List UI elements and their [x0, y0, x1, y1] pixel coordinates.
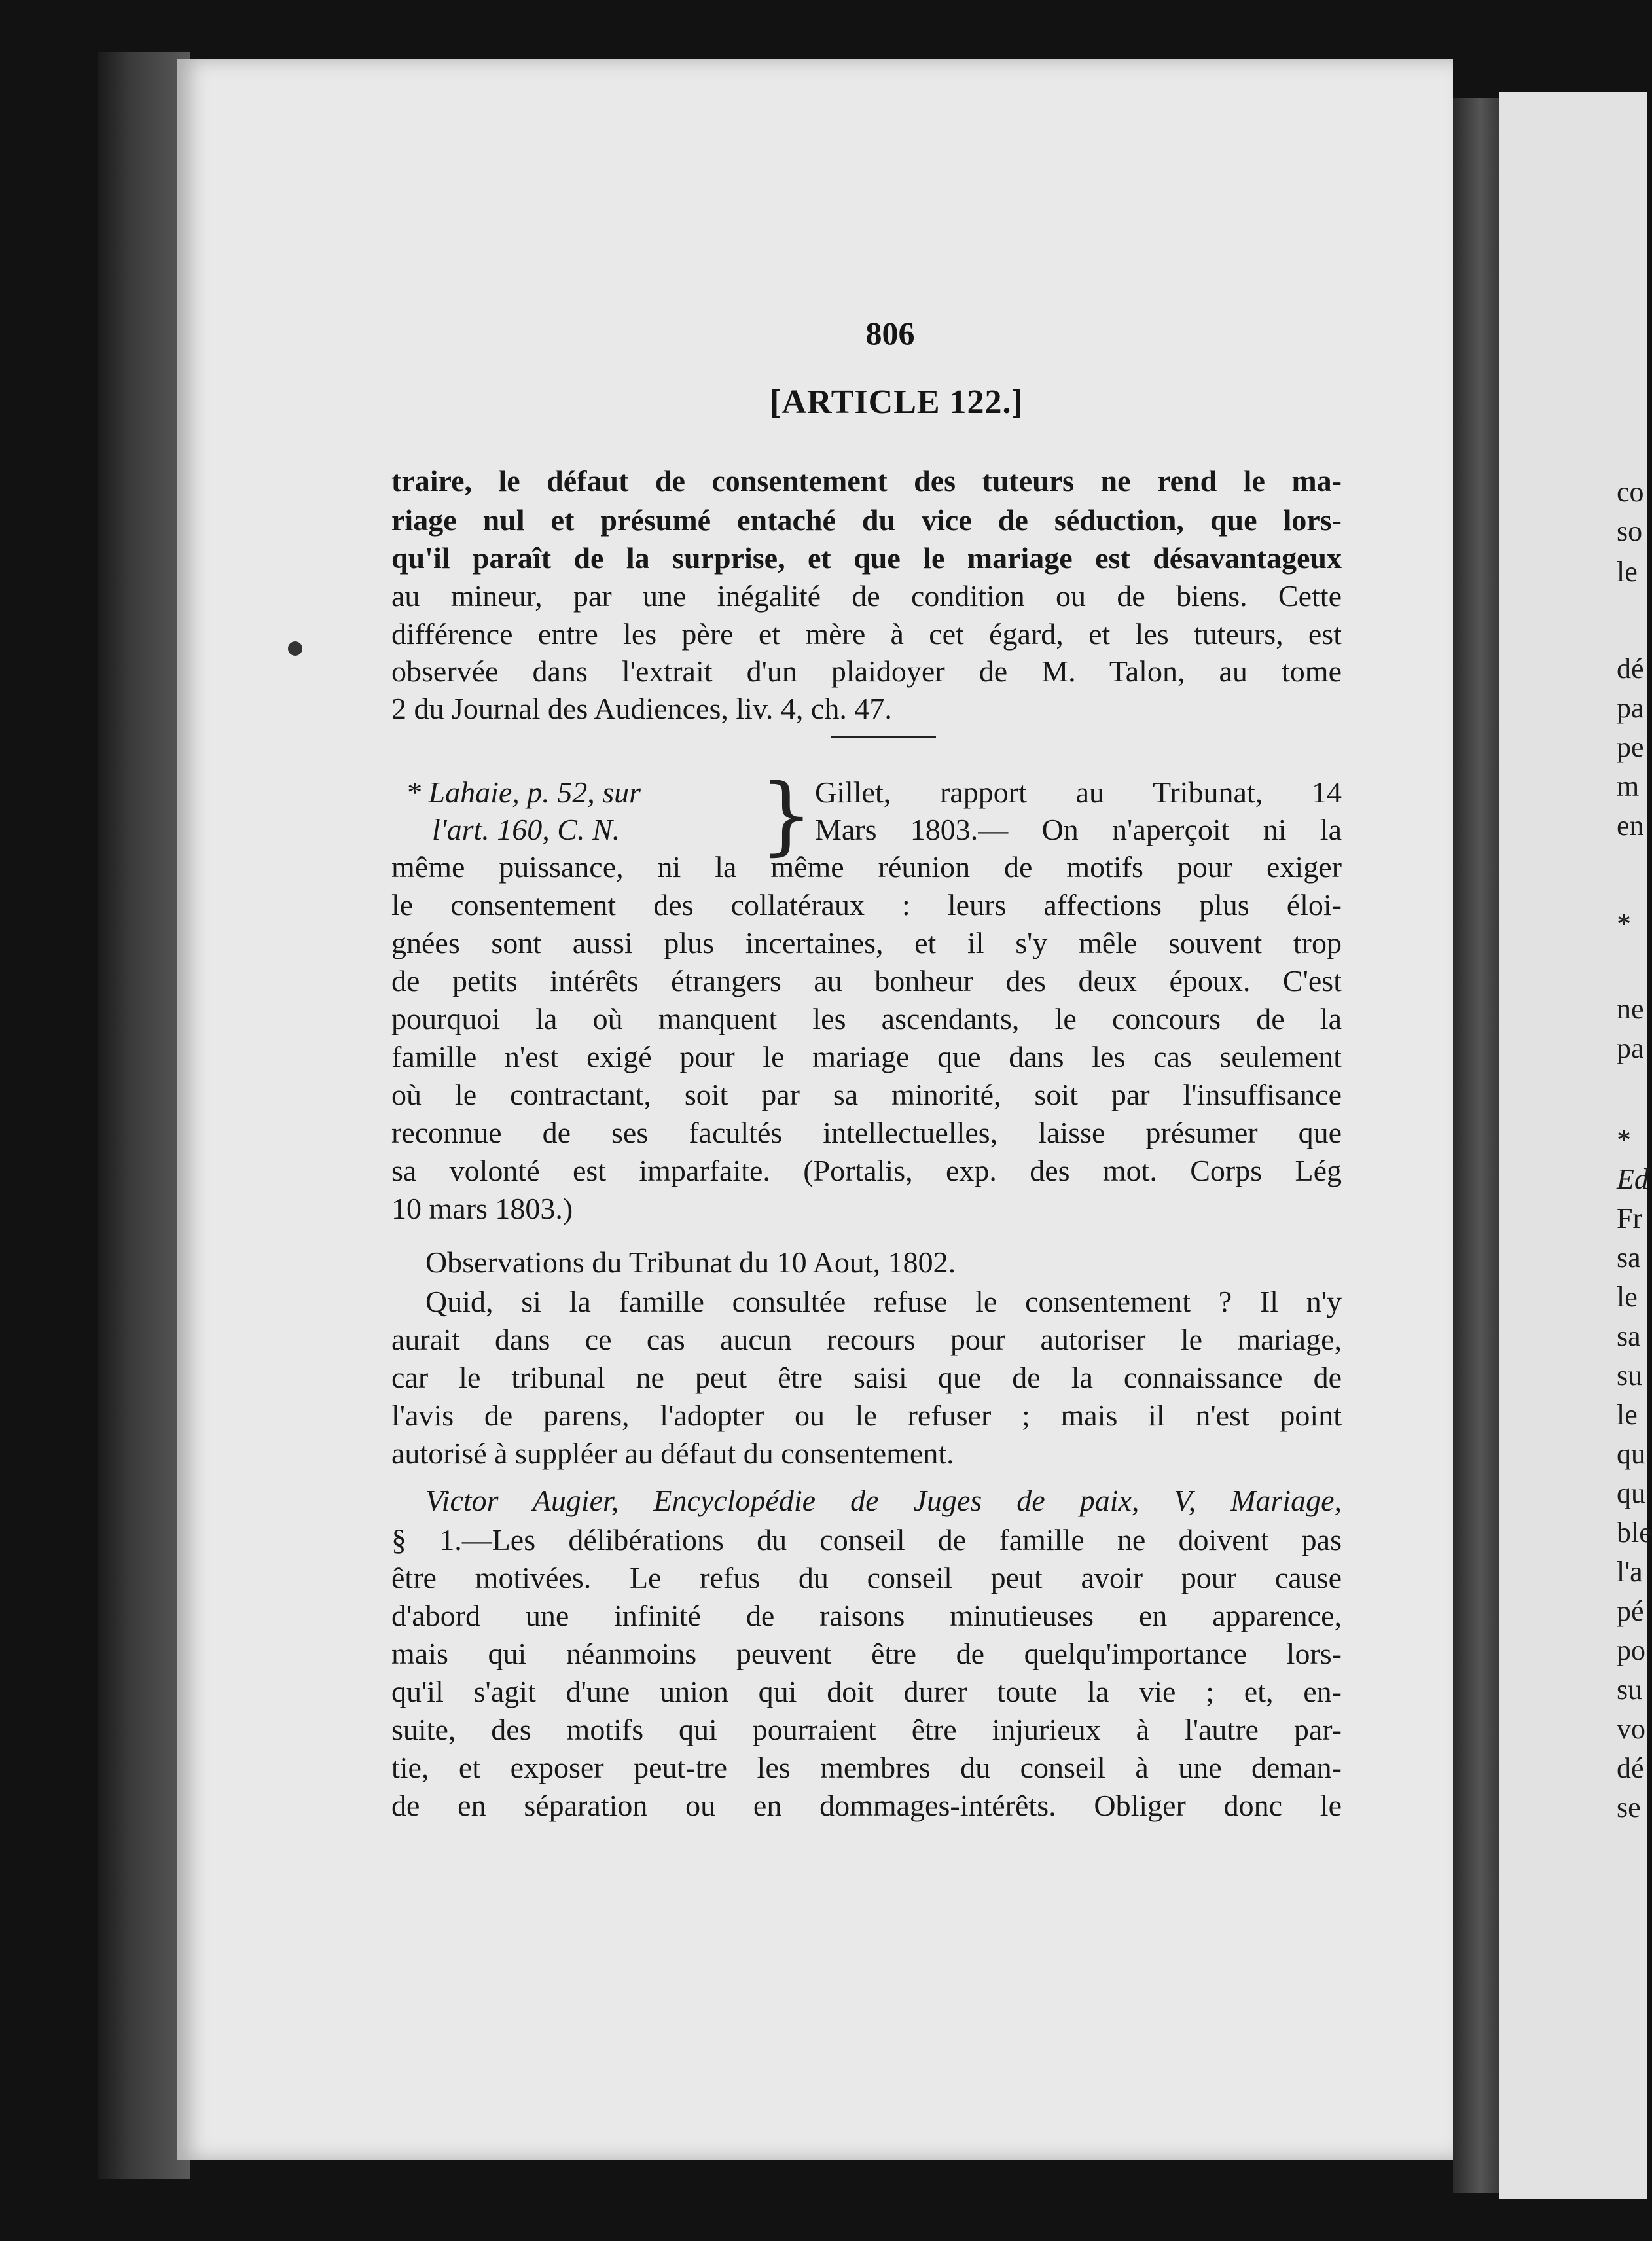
paragraph-4-line: Quid, si la famille consultée refuse le consentement ? Il n'y: [425, 1285, 1342, 1318]
page-header: [ARTICLE 122.]: [770, 384, 1024, 421]
binding-spine: [98, 52, 190, 2179]
facing-page-fragment: po: [1617, 1634, 1645, 1666]
facing-page-fragment: se: [1617, 1791, 1641, 1823]
paragraph-5-line: être motivées. Le refus du conseil peut avoir pour cause: [391, 1561, 1342, 1594]
facing-page-fragment: pa: [1617, 1032, 1644, 1064]
facing-page-fragment: ne: [1617, 993, 1644, 1025]
facing-page-fragment: *: [1617, 908, 1631, 940]
paragraph-1-line: traire, le défaut de consentement des tuteurs ne rend le ma-: [391, 464, 1342, 497]
paragraph-2-line: reconnue de ses facultés intellectuelles, laisse présumer que: [391, 1116, 1342, 1149]
paragraph-4-line: l'avis de parens, l'adopter ou le refuser ; mais il n'est point: [391, 1399, 1342, 1432]
facing-page-fragment: m: [1617, 770, 1640, 802]
facing-page-fragment: *: [1617, 1124, 1631, 1156]
note-text: Mars 1803.— On n'aperçoit ni la: [815, 813, 1342, 846]
paragraph-5-line: Victor Augier, Encyclopédie de Juges de paix, V, Mariage,: [425, 1484, 1342, 1517]
paragraph-5-line: qu'il s'agit d'une union qui doit durer toute la vie ; et, en-: [391, 1675, 1342, 1708]
paragraph-1-line: 2 du Journal des Audiences, liv. 4, ch. 47.: [391, 692, 892, 725]
paragraph-4-line: aurait dans ce cas aucun recours pour autoriser le mariage,: [391, 1323, 1342, 1356]
facing-page-fragment: Fr: [1617, 1202, 1643, 1234]
facing-page-fragment: Ed: [1617, 1163, 1649, 1195]
facing-page-fragment: qu: [1617, 1477, 1645, 1509]
paragraph-2-line: gnées sont aussi plus incertaines, et il s'y mêle souvent trop: [391, 926, 1342, 959]
paragraph-1-line: différence entre les père et mère à cet égard, et les tuteurs, est: [391, 617, 1342, 651]
page-number: 806: [865, 315, 915, 351]
facing-page-fragment: su: [1617, 1359, 1643, 1391]
note-citation: * Lahaie, p. 52, sur: [406, 776, 641, 809]
paragraph-5-line: d'abord une infinité de raisons minutieuses en apparence,: [391, 1599, 1342, 1632]
facing-page-fragment: le: [1617, 1281, 1638, 1313]
facing-page-fragment: su: [1617, 1674, 1643, 1706]
facing-page-fragment: vo: [1617, 1713, 1645, 1745]
facing-page-fragment: qu: [1617, 1438, 1645, 1470]
paragraph-5-line: de en séparation ou en dommages-intérêts. Obliger donc le: [391, 1789, 1342, 1822]
paragraph-1-line: qu'il paraît de la surprise, et que le mariage est désavantageux: [391, 541, 1342, 575]
paragraph-2-line: famille n'est exigé pour le mariage que dans les cas seulement: [391, 1040, 1342, 1073]
brace-symbol: }: [759, 765, 814, 865]
facing-page-fragment: l'a: [1617, 1556, 1643, 1588]
paragraph-2-line: de petits intérêts étrangers au bonheur des deux époux. C'est: [391, 964, 1342, 997]
page-gutter: [1453, 98, 1499, 2193]
paragraph-4-line: autorisé à suppléer au défaut du consentement.: [391, 1437, 954, 1470]
paragraph-2-line: même puissance, ni la même réunion de motifs pour exiger: [391, 850, 1342, 884]
separator-rule: [831, 736, 936, 738]
facing-page-fragment: so: [1617, 515, 1643, 547]
paragraph-2-line: sa volonté est imparfaite. (Portalis, exp. des mot. Corps Lég: [391, 1154, 1342, 1187]
facing-page-fragment: ble: [1617, 1516, 1652, 1549]
paragraph-2-line: le consentement des collatéraux : leurs affections plus éloi-: [391, 888, 1342, 922]
paragraph-1-line: au mineur, par une inégalité de condition ou de biens. Cette: [391, 579, 1342, 613]
paragraph-5-line: tie, et exposer peut-tre les membres du conseil à une deman-: [391, 1751, 1342, 1784]
facing-page-fragment: pé: [1617, 1595, 1644, 1627]
facing-page-fragment: en: [1617, 810, 1644, 842]
note-citation: l'art. 160, C. N.: [432, 813, 620, 846]
paragraph-5-line: mais qui néanmoins peuvent être de quelqu'importance lors-: [391, 1637, 1342, 1670]
paragraph-4-line: car le tribunal ne peut être saisi que de la connaissance de: [391, 1361, 1342, 1394]
paragraph-2-line: où le contractant, soit par sa minorité, soit par l'insuffisance: [391, 1078, 1342, 1111]
facing-page-fragment: le: [1617, 556, 1638, 588]
paragraph-1-line: riage nul et présumé entaché du vice de séduction, que lors-: [391, 503, 1342, 537]
paragraph-1-line: observée dans l'extrait d'un plaidoyer de M. Talon, au tome: [391, 654, 1342, 688]
facing-page-fragment: sa: [1617, 1320, 1641, 1352]
paragraph-3-line: Observations du Tribunat du 10 Aout, 1802.: [425, 1246, 956, 1279]
facing-page: [1499, 92, 1652, 2199]
facing-page-fragment: dé: [1617, 1752, 1644, 1784]
facing-page-fragment: sa: [1617, 1242, 1641, 1274]
facing-page-fragment: pa: [1617, 692, 1644, 724]
facing-page-fragment: pe: [1617, 731, 1644, 763]
facing-page-fragment: co: [1617, 476, 1644, 508]
ink-speck: [288, 641, 302, 656]
note-text: Gillet, rapport au Tribunat, 14: [815, 776, 1342, 809]
paragraph-5-line: § 1.—Les délibérations du conseil de famille ne doivent pas: [391, 1523, 1342, 1556]
facing-page-fragment: dé: [1617, 653, 1644, 685]
facing-page-fragment: le: [1617, 1399, 1638, 1431]
paragraph-2-line: 10 mars 1803.): [391, 1192, 573, 1225]
paragraph-2-line: pourquoi la où manquent les ascendants, le concours de la: [391, 1002, 1342, 1035]
paragraph-5-line: suite, des motifs qui pourraient être injurieux à l'autre par-: [391, 1713, 1342, 1746]
